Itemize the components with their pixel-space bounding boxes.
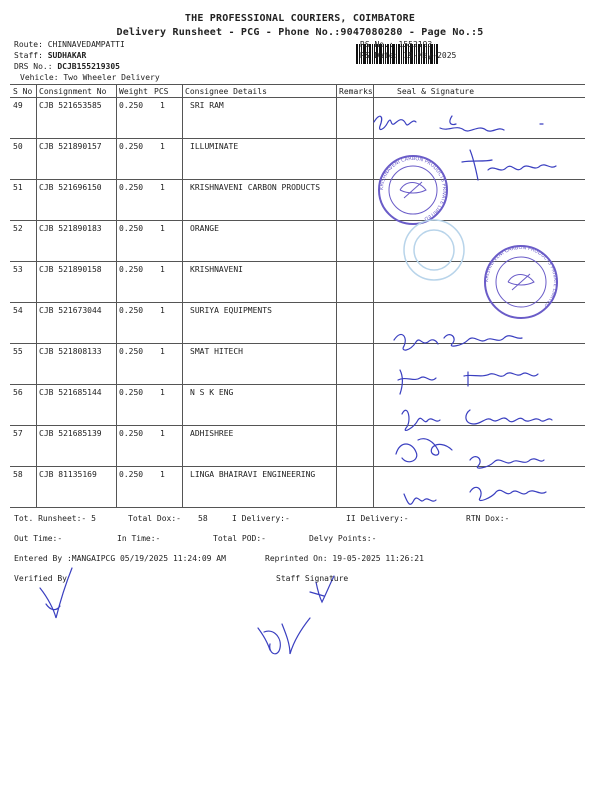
cell-sno: 53 bbox=[13, 265, 23, 274]
cell-consignee: N S K ENG bbox=[190, 388, 234, 397]
cell-weight: 0.250 bbox=[119, 347, 144, 356]
cell-pcs: 1 bbox=[160, 429, 165, 438]
rtn-dox: RTN Dox:- bbox=[466, 514, 510, 523]
staff-label: Staff: bbox=[14, 51, 43, 60]
stamp-text-a: KRISHNAVENI CARBON PRODUCTS PRIVATE LIMITED bbox=[378, 155, 448, 222]
drs-number: DCJB155219305 bbox=[57, 62, 120, 71]
cell-weight: 0.250 bbox=[119, 142, 144, 151]
signature-row-55 bbox=[394, 334, 522, 350]
cell-sno: 57 bbox=[13, 429, 23, 438]
cell-sno: 49 bbox=[13, 101, 23, 110]
header-pcs: PCS bbox=[154, 87, 169, 96]
cell-pcs: 1 bbox=[160, 183, 165, 192]
cell-weight: 0.250 bbox=[119, 183, 144, 192]
cell-sno: 56 bbox=[13, 388, 23, 397]
verified-by: Verified By bbox=[14, 574, 67, 583]
stamp-text-b: KRISHNAVENI CARBON PRODUCTS PRIVATE LIMITED bbox=[483, 244, 559, 309]
entered-by: Entered By :MANGAIPCG 05/19/2025 11:24:09 AM bbox=[14, 554, 226, 563]
document-title: THE PROFESSIONAL COURIERS, COIMBATORE bbox=[184, 13, 416, 24]
vehicle-text: Vehicle: Two Wheeler Delivery bbox=[20, 73, 160, 82]
cell-consignee: SMAT HITECH bbox=[190, 347, 243, 356]
cell-pcs: 1 bbox=[160, 265, 165, 274]
header-consignee: Consignee Details bbox=[185, 87, 267, 96]
cell-weight: 0.250 bbox=[119, 265, 144, 274]
cell-sno: 51 bbox=[13, 183, 23, 192]
out-time: Out Time:- bbox=[14, 534, 63, 543]
staff-signature-label: Staff Signature bbox=[276, 574, 349, 583]
signature-row-56 bbox=[398, 370, 538, 394]
cell-sno: 54 bbox=[13, 306, 23, 315]
cell-consignee: LINGA BHAIRAVI ENGINEERING bbox=[190, 470, 316, 479]
cell-consignment: CJB 521808133 bbox=[39, 347, 102, 356]
cell-pcs: 1 bbox=[160, 142, 165, 151]
cell-consignee: SURIYA EQUIPMENTS bbox=[190, 306, 272, 315]
ii-delivery: II Delivery:- bbox=[346, 514, 409, 523]
cell-pcs: 1 bbox=[160, 388, 165, 397]
signature-row-57 bbox=[402, 410, 552, 430]
document-subtitle: Delivery Runsheet - PCG - Phone No.:9047080280 - Page No.:5 bbox=[116, 27, 484, 38]
delvy-points: Delvy Points:- bbox=[309, 534, 377, 543]
signature-row-49 bbox=[374, 116, 543, 131]
cell-consignment: CJB 521890158 bbox=[39, 265, 102, 274]
cell-consignment: CJB 521696150 bbox=[39, 183, 102, 192]
cell-weight: 0.250 bbox=[119, 470, 144, 479]
cell-consignment: CJB 81135169 bbox=[39, 470, 97, 479]
signature-row-50 bbox=[462, 150, 556, 180]
cell-consignment: CJB 521890157 bbox=[39, 142, 102, 151]
header-consignment: Consignment No bbox=[39, 87, 107, 96]
header-seal-signature: Seal & Signature bbox=[397, 87, 475, 96]
cell-consignee: KRISHNAVENI CARBON PRODUCTS bbox=[190, 183, 321, 192]
drs-label: DRS No.: bbox=[14, 62, 53, 71]
cell-sno: 58 bbox=[13, 470, 23, 479]
total-dox-label: Total Dox:- bbox=[128, 514, 181, 523]
cell-sno: 52 bbox=[13, 224, 23, 233]
rs-date: RS Date: 19-May-2025 bbox=[360, 51, 457, 60]
staff-signature bbox=[258, 618, 310, 654]
cell-consignee: KRISHNAVENI bbox=[190, 265, 243, 274]
rs-number: RS No.: 1552193 bbox=[360, 40, 433, 49]
route-text: Route: CHINNAVEDAMPATTI bbox=[14, 40, 125, 49]
signature-row-58 bbox=[404, 487, 546, 504]
cell-consignee: SRI RAM bbox=[190, 101, 224, 110]
cell-consignment: CJB 521685144 bbox=[39, 388, 102, 397]
cell-consignment: CJB 521673044 bbox=[39, 306, 102, 315]
reprinted-on: Reprinted On: 19-05-2025 11:26:21 bbox=[265, 554, 424, 563]
faint-stamp-icon bbox=[404, 220, 464, 280]
cell-pcs: 1 bbox=[160, 470, 165, 479]
header-sno: S No bbox=[13, 87, 33, 96]
cell-weight: 0.250 bbox=[119, 429, 144, 438]
cell-consignee: ORANGE bbox=[190, 224, 219, 233]
in-time: In Time:- bbox=[117, 534, 161, 543]
signature-row-57b bbox=[396, 439, 544, 468]
total-pod: Total POD:- bbox=[213, 534, 266, 543]
i-delivery: I Delivery:- bbox=[232, 514, 290, 523]
cell-weight: 0.250 bbox=[119, 306, 144, 315]
total-dox-value: 58 bbox=[198, 514, 208, 523]
cell-weight: 0.250 bbox=[119, 101, 144, 110]
staff-name: SUDHAKAR bbox=[47, 51, 87, 60]
cell-consignment: CJB 521653585 bbox=[39, 101, 102, 110]
header-remarks: Remarks bbox=[339, 87, 373, 96]
header-weight: Weight bbox=[119, 87, 148, 96]
cell-weight: 0.250 bbox=[119, 388, 144, 397]
cell-consignment: CJB 521890183 bbox=[39, 224, 102, 233]
cell-consignee: ADHISHREE bbox=[190, 429, 234, 438]
cell-pcs: 1 bbox=[160, 224, 165, 233]
tot-runsheet: Tot. Runsheet:- 5 bbox=[14, 514, 96, 523]
cell-consignment: CJB 521685139 bbox=[39, 429, 102, 438]
cell-sno: 50 bbox=[13, 142, 23, 151]
cell-consignee: ILLUMINATE bbox=[190, 142, 239, 151]
cell-pcs: 1 bbox=[160, 306, 165, 315]
cell-sno: 55 bbox=[13, 347, 23, 356]
cell-pcs: 1 bbox=[160, 347, 165, 356]
cell-weight: 0.250 bbox=[119, 224, 144, 233]
cell-pcs: 1 bbox=[160, 101, 165, 110]
